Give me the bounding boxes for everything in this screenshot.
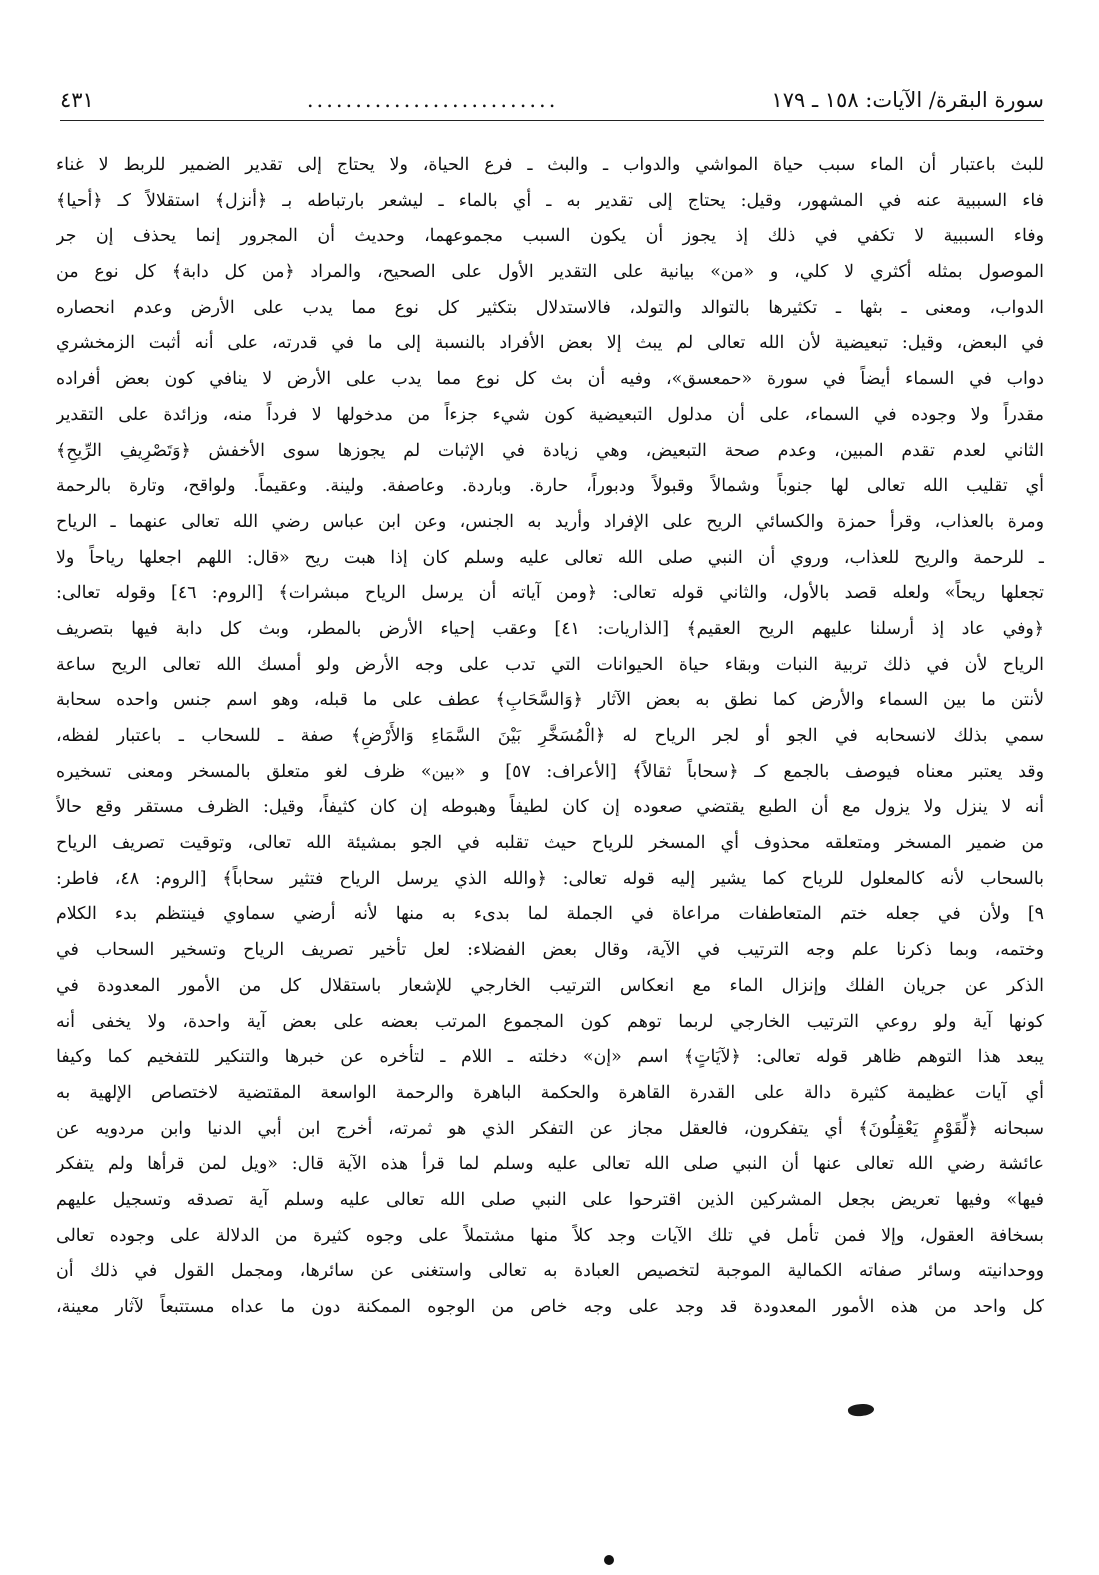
page-number: ٤٣١ bbox=[60, 88, 94, 112]
text-line: ومرة بالعذاب، وقرأ حمزة والكسائي الريح على الإفراد وأريد به الجنس، وعن ابن عباس رضي الله تعالى عنهما ـ الرياح bbox=[56, 511, 1044, 532]
text-line: دواب في السماء أيضاً في سورة «حمعسق»، وفيه أن بث كل نوع مما يدب على الأرض لا ينافي كون بعض أفراده bbox=[56, 369, 1044, 390]
text-line: أي آيات عظيمة كثيرة دالة على القدرة القاهرة والحكمة الباهرة والرحمة الواسعة المقتضية لاختصاص الإلهية به bbox=[56, 1082, 1044, 1103]
text-line: فيها» وفيها تعريض بجعل المشركين الذين اقترحوا على النبي صلى الله تعالى عليه وسلم آية تصدقه وتسجيل عليهم bbox=[56, 1189, 1044, 1210]
text-line: لأنتن ما بين السماء والأرض كما نطق به بعض الآثار ﴿وَالسَّحَابِ﴾ عطف على ما قبله، وهو اسم جنس واحده سحابة bbox=[56, 690, 1044, 711]
text-line: وفاء السببية لا تكفي في ذلك إذ يجوز أن يكون السبب مجموعهما، وحديث أن المجرور إنما يحذف إن جر bbox=[56, 226, 1044, 247]
text-line: الموصول بمثله أكثري لا كلي، و «من» بيانية على التقدير الأول على الصحيح، والمراد ﴿من كل دابة﴾ كل نوع من bbox=[56, 262, 1044, 283]
text-line: بالسحاب لأنه كالمعلول للرياح كما يشير إليه قوله تعالى: ﴿والله الذي يرسل الرياح فتثير سحاباً﴾ [الروم: ٤٨، فاطر: bbox=[56, 868, 1044, 889]
text-line: كونها آية ولو روعي الترتيب الخارجي لربما توهم كون المجموع المرتب بعضه على بعض آية واحدة، ولا يخفى أنه bbox=[56, 1011, 1044, 1032]
text-line: سمي بذلك لانسحابه في الجو أو لجر الرياح له ﴿الْمُسَخَّرِ بَيْنَ السَّمَاءِ وَالأَرْضِ﴾ صفة ـ للسحاب ـ باعتبار لفظه، bbox=[56, 726, 1044, 746]
header-leader-dots: .......................... bbox=[306, 88, 559, 112]
page-bottom-mark bbox=[604, 1555, 614, 1565]
text-line: يبعد هذا التوهم ظاهر قوله تعالى: ﴿لآيَاتٍ﴾ اسم «إن» دخلته ـ اللام ـ لتأخره عن خبرها والتنكير للتفخيم كما وكيفا bbox=[56, 1047, 1044, 1068]
text-line: ﴿وفي عاد إذ أرسلنا عليهم الريح العقيم﴾ [الذاريات: ٤١] وعقب إحياء الأرض بالمطر، وبث كل دابة فيها بتصريف bbox=[56, 618, 1044, 639]
text-line: تجعلها ريحاً» ولعله قصد بالأول، والثاني قوله تعالى: ﴿ومن آياته أن يرسل الرياح مبشرات﴾ [الروم: ٤٦] وقوله تعالى: bbox=[56, 583, 1044, 604]
text-line: ٩] ولأن في جعله ختم المتعاطفات مراعاة في الجملة لما بدىء به منها لأنه أرضي سماوي فينتظم بدء الكلام bbox=[56, 904, 1044, 925]
running-header bbox=[60, 80, 1044, 121]
text-line: كل واحد من هذه الأمور المعدودة قد وجد على وجه خاص من الوجوه الممكنة دون ما عداه مستتبعاً لآثار معينة، bbox=[56, 1297, 1044, 1317]
text-line: عائشة رضي الله تعالى عنها أن النبي صلى الله تعالى عليه وسلم لما قرأ هذه الآية قال: «ويل لمن قرأها ولم يتفكر bbox=[56, 1154, 1044, 1175]
text-line: فاء السببية عنه في المشهور، وقيل: يحتاج إلى تقدير به ـ أي بالماء ـ ليشعر بارتباطه بـ ﴿أنزل﴾ استقلالاً كـ ﴿أحيا﴾ bbox=[56, 190, 1044, 211]
text-line: من ضمير المسخر ومتعلقه محذوف أي المسخر للرياح حيث تقلبه في الجو بمشيئة الله تعالى، وتوقيت تصريف الرياح bbox=[56, 833, 1044, 854]
text-line: الدواب، ومعنى ـ بثها ـ تكثيرها بالتوالد والتولد، فالاستدلال بتكثير كل نوع مما يدب على الأرض وعدم انحصاره bbox=[56, 297, 1044, 318]
text-line: الرياح لأن في ذلك تربية النبات وبقاء حياة الحيوانات التي تدب على وجه الأرض ولو أمسك الله تعالى الريح ساعة bbox=[56, 654, 1044, 675]
text-line: في البعض، وقيل: تبعيضية لأن الله تعالى لم يبث إلا بعض الأفراد بالنسبة إلى ما في قدرته، على أنه أثبت الزمخشري bbox=[56, 333, 1044, 354]
text-line: سبحانه ﴿لِّقَوْمٍ يَعْقِلُونَ﴾ أي يتفكرون، فالعقل مجاز عن التفكر الذي هو ثمرته، أخرج ابن أبي الدنيا وابن مردويه عن bbox=[56, 1118, 1044, 1139]
text-line: الذكر عن جريان الفلك وإنزال الماء مع انعكاس الترتيب الخارجي للإشعار باستقلال كل من الأمور المعدودة في bbox=[56, 975, 1044, 996]
text-line: بسخافة العقول، وإلا فمن تأمل في تلك الآيات وجد كلاً منها مشتملاً على وجوه كثيرة من الدلالة على وجوده تعالى bbox=[56, 1225, 1044, 1246]
text-line: للبث باعتبار أن الماء سبب حياة المواشي والدواب ـ والبث ـ فرع الحياة، ولا يحتاج إلى تقدير الضمير للربط لا غناء bbox=[56, 155, 1044, 175]
text-line: ـ للرحمة والريح للعذاب، وروي أن النبي صلى الله تعالى عليه وسلم كان إذا هبت ريح «قال: اللهم اجعلها رياحاً ولا bbox=[56, 547, 1044, 568]
text-line: أي تقليب الله تعالى لها جنوباً وشمالاً وقبولاً ودبوراً، حارة. وباردة. وعاصفة. ولينة. وعقيماً. ولواقح، وتارة بالرحمة bbox=[56, 476, 1044, 497]
text-line: أنه لا ينزل ولا يزول مع أن الطبع يقتضي صعوده إن كان لطيفاً وهبوطه إن كان كثيفاً، وقيل: الظرف مستقر وقع حالاً bbox=[56, 797, 1044, 818]
text-line: وختمه، وبما ذكرنا علم وجه الترتيب في الآية، وقال بعض الفضلاء: لعل تأخير تصريف الرياح وتسخير السحاب في bbox=[56, 940, 1044, 961]
text-line: وقد يعتبر معناه فيوصف بالجمع كـ ﴿سحاباً ثقالاً﴾ [الأعراف: ٥٧] و «بين» ظرف لغو متعلق بالمسخر ومعنى تسخيره bbox=[56, 761, 1044, 782]
text-line: مقدراً ولا وجوده في السماء، على أن مدلول التبعيضية كون شيء جزءاً من مدخولها لا فرداً منه، وزائدة على التقدير bbox=[56, 404, 1044, 425]
ink-blot-mark bbox=[847, 1402, 874, 1418]
text-line: ووحدانيته وسائر صفاته الكمالية الموجبة لتخصيص العبادة به تعالى واستغنى عن سائرها، ومجمل القول في ذلك أن bbox=[56, 1261, 1044, 1282]
text-line: الثاني لعدم تقدم المبين، وعدم صحة التبعيض، وهي زيادة في الإثبات لم يجوزها سوى الأخفش ﴿وَتَصْرِيفِ الرِّيحِ﴾ bbox=[56, 440, 1044, 461]
body-text bbox=[56, 148, 1044, 1326]
header-title: سورة البقرة/ الآيات: ١٥٨ ـ ١٧٩ bbox=[771, 88, 1044, 112]
